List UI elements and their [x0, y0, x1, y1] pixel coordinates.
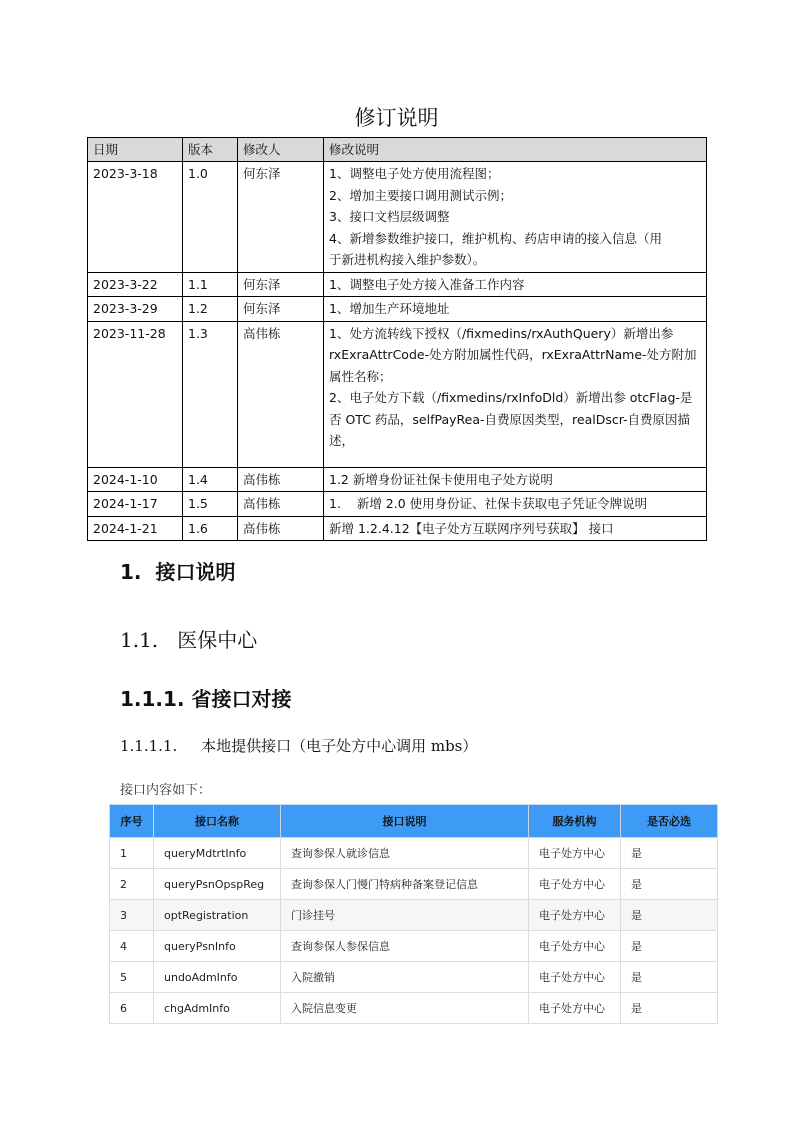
- cell: 2: [110, 869, 154, 900]
- cell: 是: [621, 993, 718, 1024]
- desc-line: 4、新增参数维护接口，维护机构、药店申请的接入信息（用: [329, 230, 662, 246]
- desc-cell: [324, 516, 707, 541]
- desc-line: 1.2 新增身份证社保卡使用电子处方说明: [329, 471, 553, 487]
- desc-line: 新增 1.2.4.12【电子处方互联网序列号获取】 接口: [329, 520, 614, 536]
- desc-line: 2、电子处方下载（/fixmedins/rxInfoDld）新增出参 otcFlag-是: [329, 390, 693, 405]
- desc-line: 3、接口文档层级调整: [329, 209, 450, 224]
- author-cell: 何东泽: [238, 297, 324, 322]
- revision-table-header: [88, 138, 707, 162]
- cell: 是: [621, 869, 718, 900]
- table-row: [110, 962, 718, 993]
- desc-line: 属性名称；: [329, 368, 392, 384]
- date-cell: 2024-1-10: [88, 467, 183, 492]
- table-row: [88, 516, 707, 541]
- table-row: [88, 272, 707, 297]
- intro-text: 接口内容如下：: [120, 783, 212, 798]
- cell: 查询参保人参保信息: [281, 931, 529, 962]
- date-cell: 2023-3-22: [88, 272, 183, 297]
- desc-line: 述，: [329, 433, 355, 448]
- desc-line: 否 OTC 药品，selfPayRea-自费原因类型，realDscr-自费原因描: [329, 411, 691, 427]
- header-cell: 接口名称: [154, 805, 281, 838]
- version-cell: 1.2: [183, 297, 238, 322]
- cell: queryMdtrtInfo: [154, 838, 281, 869]
- cell: 查询参保人门慢门特病种备案登记信息: [281, 869, 529, 900]
- heading-1-1: 1.1. 医保中心: [120, 628, 258, 652]
- header-cell: 版本: [183, 138, 238, 162]
- table-row: [110, 900, 718, 931]
- desc-line: rxExraAttrCode-处方附加属性代码，rxExraAttrName-处方附加: [329, 347, 697, 362]
- date-cell: 2023-3-29: [88, 297, 183, 322]
- revision-table: [87, 137, 707, 541]
- page-title: 修订说明: [354, 106, 439, 130]
- cell: 3: [110, 900, 154, 931]
- cell: queryPsnOpspReg: [154, 869, 281, 900]
- desc-cell: [324, 162, 707, 273]
- cell: 1: [110, 838, 154, 869]
- cell: 6: [110, 993, 154, 1024]
- desc-cell: [324, 467, 707, 492]
- header-cell: 日期: [88, 138, 183, 162]
- cell: 电子处方中心: [529, 993, 621, 1024]
- api-table-header: [110, 805, 718, 838]
- table-row: [110, 838, 718, 869]
- cell: 是: [621, 962, 718, 993]
- table-row: [110, 869, 718, 900]
- cell: 电子处方中心: [529, 962, 621, 993]
- cell: 入院信息变更: [281, 993, 529, 1024]
- cell: chgAdmInfo: [154, 993, 281, 1024]
- version-cell: 1.4: [183, 467, 238, 492]
- cell: 电子处方中心: [529, 869, 621, 900]
- cell: optRegistration: [154, 900, 281, 931]
- cell: 5: [110, 962, 154, 993]
- desc-line: 1、增加生产环境地址: [329, 301, 450, 316]
- header-cell: 修改说明: [324, 138, 707, 162]
- table-row: [110, 931, 718, 962]
- heading-1: 1. 接口说明: [120, 560, 236, 584]
- cell: 4: [110, 931, 154, 962]
- author-cell: 何东泽: [238, 162, 324, 273]
- table-row: [88, 467, 707, 492]
- author-cell: 高伟栋: [238, 492, 324, 517]
- header-cell: 接口说明: [281, 805, 529, 838]
- header-cell: 服务机构: [529, 805, 621, 838]
- cell: undoAdmInfo: [154, 962, 281, 993]
- cell: 电子处方中心: [529, 931, 621, 962]
- date-cell: 2023-11-28: [88, 321, 183, 467]
- header-cell: 是否必选: [621, 805, 718, 838]
- date-cell: 2024-1-17: [88, 492, 183, 517]
- table-row: [88, 297, 707, 322]
- author-cell: 高伟栋: [238, 467, 324, 492]
- header-cell: 序号: [110, 805, 154, 838]
- desc-line: 于新进机构接入维护参数）。: [329, 252, 486, 267]
- version-cell: 1.0: [183, 162, 238, 273]
- desc-line: 2、增加主要接口调用测试示例；: [329, 187, 512, 203]
- cell: 查询参保人就诊信息: [281, 838, 529, 869]
- author-cell: 高伟栋: [238, 321, 324, 467]
- author-cell: 高伟栋: [238, 516, 324, 541]
- cell: 是: [621, 931, 718, 962]
- version-cell: 1.5: [183, 492, 238, 517]
- desc-line: 1. 新增 2.0 使用身份证、社保卡获取电子凭证令牌说明: [329, 496, 648, 511]
- cell: 是: [621, 900, 718, 931]
- cell: 电子处方中心: [529, 900, 621, 931]
- api-table: [109, 804, 718, 1024]
- desc-line: 1、调整电子处方接入准备工作内容: [329, 276, 525, 292]
- heading-1-1-1: 1.1.1. 省接口对接: [120, 687, 292, 711]
- desc-cell: [324, 321, 707, 467]
- date-cell: 2024-1-21: [88, 516, 183, 541]
- version-cell: 1.6: [183, 516, 238, 541]
- header-cell: 修改人: [238, 138, 324, 162]
- date-cell: 2023-3-18: [88, 162, 183, 273]
- cell: 电子处方中心: [529, 838, 621, 869]
- cell: 是: [621, 838, 718, 869]
- cell: 入院撤销: [281, 962, 529, 993]
- table-row: [88, 492, 707, 517]
- author-cell: 何东泽: [238, 272, 324, 297]
- cell: queryPsnInfo: [154, 931, 281, 962]
- desc-cell: [324, 492, 707, 517]
- cell: 门诊挂号: [281, 900, 529, 931]
- desc-line: 1、处方流转线下授权（/fixmedins/rxAuthQuery）新增出参: [329, 325, 674, 341]
- table-row: [88, 162, 707, 273]
- desc-cell: [324, 297, 707, 322]
- heading-1-1-1-1: 1.1.1.1. 本地提供接口（电子处方中心调用 mbs）: [120, 737, 478, 755]
- table-row: [88, 321, 707, 467]
- desc-line: 1、调整电子处方使用流程图；: [329, 166, 500, 181]
- desc-cell: [324, 272, 707, 297]
- version-cell: 1.1: [183, 272, 238, 297]
- table-row: [110, 993, 718, 1024]
- version-cell: 1.3: [183, 321, 238, 467]
